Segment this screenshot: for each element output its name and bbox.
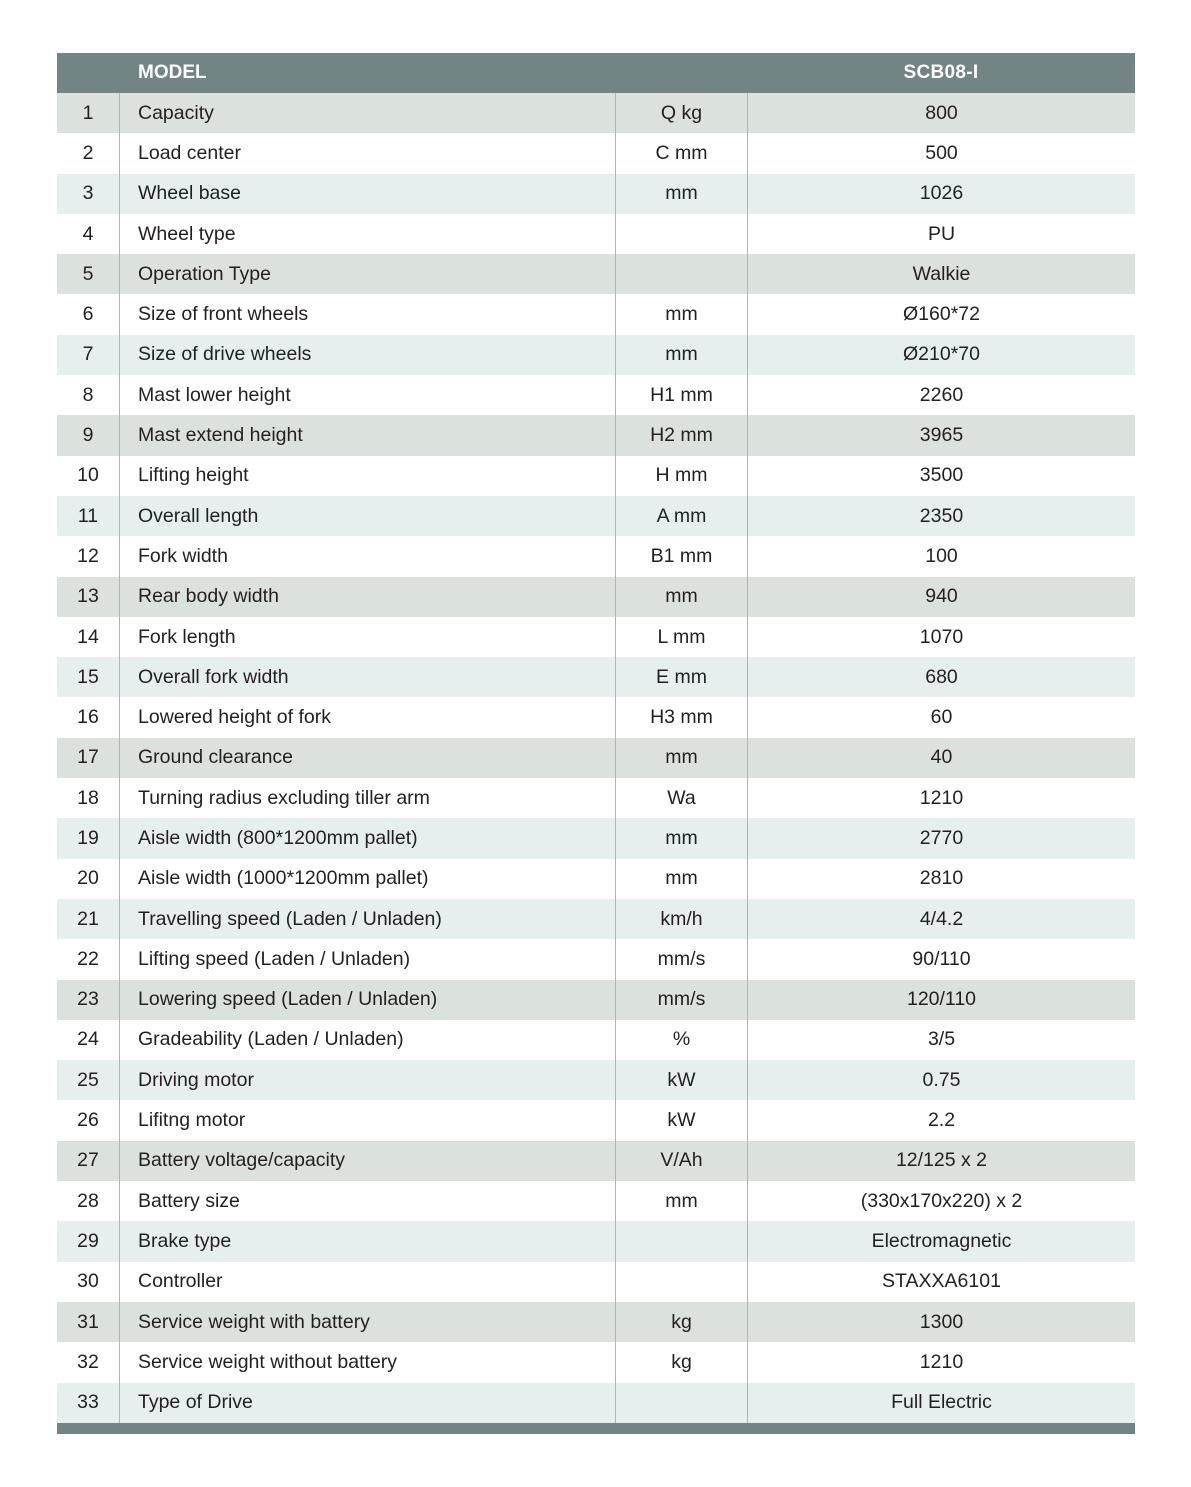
table-row — [57, 456, 1135, 496]
row-item: Operation Type — [120, 254, 616, 294]
row-number: 6 — [57, 294, 120, 334]
row-unit: H3 mm — [616, 697, 748, 737]
row-number: 26 — [57, 1100, 120, 1140]
row-unit: mm — [616, 577, 748, 617]
row-item: Mast lower height — [120, 375, 616, 415]
table-row — [57, 577, 1135, 617]
row-value: 12/125 x 2 — [895, 1149, 988, 1172]
row-value: 40 — [930, 746, 953, 769]
row-number: 28 — [57, 1181, 120, 1221]
row-item: Load center — [120, 133, 616, 173]
row-number: 29 — [57, 1221, 120, 1261]
row-number: 12 — [57, 536, 120, 576]
row-item: Lowered height of fork — [120, 697, 616, 737]
table-row — [57, 254, 1135, 294]
row-unit: C mm — [616, 133, 748, 173]
row-item: Brake type — [120, 1221, 616, 1261]
row-item: Wheel base — [120, 174, 616, 214]
row-value: 680 — [925, 665, 958, 688]
row-unit: A mm — [616, 496, 748, 536]
row-number: 16 — [57, 697, 120, 737]
table-row — [57, 1141, 1135, 1181]
row-number: 22 — [57, 939, 120, 979]
row-item: Capacity — [120, 93, 616, 133]
row-value: 1026 — [919, 182, 964, 205]
row-unit — [616, 1221, 748, 1261]
row-number: 1 — [57, 93, 120, 133]
table-row — [57, 1181, 1135, 1221]
row-unit — [616, 254, 748, 294]
table-row — [57, 1100, 1135, 1140]
row-unit — [616, 214, 748, 254]
row-value: 90/110 — [912, 947, 971, 970]
row-item: Rear body width — [120, 577, 616, 617]
row-item: Fork length — [120, 617, 616, 657]
spec-table — [57, 93, 1135, 1423]
spec-table-body — [57, 93, 1135, 1423]
row-unit: mm — [616, 818, 748, 858]
row-unit: kW — [616, 1100, 748, 1140]
table-row — [57, 1221, 1135, 1261]
row-value: (330x170x220) x 2 — [860, 1189, 1023, 1212]
row-value: Ø210*70 — [903, 343, 980, 366]
row-value: 120/110 — [906, 988, 977, 1011]
row-item: Mast extend height — [120, 415, 616, 455]
row-value: 3/5 — [927, 1028, 956, 1051]
row-number: 8 — [57, 375, 120, 415]
row-item: Battery size — [120, 1181, 616, 1221]
row-number: 21 — [57, 899, 120, 939]
row-number: 27 — [57, 1141, 120, 1181]
table-row — [57, 375, 1135, 415]
row-number: 23 — [57, 980, 120, 1020]
row-value: 100 — [925, 544, 958, 567]
row-unit: H mm — [616, 456, 748, 496]
table-row — [57, 536, 1135, 576]
row-value: 2260 — [919, 383, 964, 406]
row-item: Wheel type — [120, 214, 616, 254]
row-unit: mm — [616, 859, 748, 899]
table-row — [57, 738, 1135, 778]
row-number: 9 — [57, 415, 120, 455]
model-label: MODEL — [138, 62, 207, 83]
row-item: Ground clearance — [120, 738, 616, 778]
row-value: 3500 — [919, 464, 964, 487]
table-row — [57, 294, 1135, 334]
table-header — [57, 53, 1135, 93]
table-row — [57, 1060, 1135, 1100]
row-value: Electromagnetic — [871, 1229, 1012, 1252]
row-number: 19 — [57, 818, 120, 858]
table-row — [57, 697, 1135, 737]
row-item: Lifitng motor — [120, 1100, 616, 1140]
row-number: 18 — [57, 778, 120, 818]
row-unit: mm/s — [616, 939, 748, 979]
model-value: SCB08-I — [903, 62, 979, 83]
row-number: 24 — [57, 1020, 120, 1060]
row-item: Size of front wheels — [120, 294, 616, 334]
row-value: 2.2 — [927, 1109, 956, 1132]
table-row — [57, 1302, 1135, 1342]
row-number: 31 — [57, 1302, 120, 1342]
row-number: 4 — [57, 214, 120, 254]
table-row — [57, 859, 1135, 899]
row-number: 7 — [57, 335, 120, 375]
row-unit: mm — [616, 335, 748, 375]
row-unit: mm — [616, 738, 748, 778]
row-number: 33 — [57, 1383, 120, 1423]
row-value: STAXXA6101 — [882, 1270, 1001, 1293]
row-number: 17 — [57, 738, 120, 778]
row-item: Lifting speed (Laden / Unladen) — [120, 939, 616, 979]
row-unit: % — [616, 1020, 748, 1060]
row-item: Travelling speed (Laden / Unladen) — [120, 899, 616, 939]
row-item: Driving motor — [120, 1060, 616, 1100]
row-item: Service weight without battery — [120, 1342, 616, 1382]
row-value: 4/4.2 — [919, 907, 964, 930]
row-item: Size of drive wheels — [120, 335, 616, 375]
row-number: 5 — [57, 254, 120, 294]
row-unit: kg — [616, 1342, 748, 1382]
row-value: 800 — [925, 101, 958, 124]
row-unit: B1 mm — [616, 536, 748, 576]
spec-sheet — [57, 53, 1135, 1434]
table-row — [57, 335, 1135, 375]
row-item: Type of Drive — [120, 1383, 616, 1423]
row-value: 3965 — [919, 424, 964, 447]
table-row — [57, 214, 1135, 254]
row-value: 2350 — [919, 504, 964, 527]
row-number: 14 — [57, 617, 120, 657]
table-row — [57, 415, 1135, 455]
row-unit: mm — [616, 174, 748, 214]
row-value: 1210 — [919, 1350, 964, 1373]
row-unit: H1 mm — [616, 375, 748, 415]
row-unit: kW — [616, 1060, 748, 1100]
row-unit: kg — [616, 1302, 748, 1342]
row-unit: mm — [616, 294, 748, 334]
row-item: Gradeability (Laden / Unladen) — [120, 1020, 616, 1060]
table-row — [57, 1342, 1135, 1382]
table-row — [57, 657, 1135, 697]
row-item: Overall length — [120, 496, 616, 536]
row-item: Aisle width (800*1200mm pallet) — [120, 818, 616, 858]
row-unit: L mm — [616, 617, 748, 657]
table-row — [57, 93, 1135, 133]
row-item: Battery voltage/capacity — [120, 1141, 616, 1181]
table-row — [57, 1383, 1135, 1423]
table-row — [57, 1262, 1135, 1302]
table-footer-bar — [57, 1423, 1135, 1434]
row-value: 0.75 — [922, 1068, 961, 1091]
row-number: 30 — [57, 1262, 120, 1302]
row-unit: E mm — [616, 657, 748, 697]
table-row — [57, 174, 1135, 214]
row-unit: km/h — [616, 899, 748, 939]
table-row — [57, 899, 1135, 939]
row-number: 2 — [57, 133, 120, 173]
table-row — [57, 617, 1135, 657]
row-item: Overall fork width — [120, 657, 616, 697]
table-row — [57, 818, 1135, 858]
row-item: Turning radius excluding tiller arm — [120, 778, 616, 818]
row-unit: V/Ah — [616, 1141, 748, 1181]
row-value: 1210 — [919, 786, 964, 809]
row-value: 2810 — [919, 867, 964, 890]
row-number: 10 — [57, 456, 120, 496]
row-value: 500 — [925, 141, 958, 164]
row-unit — [616, 1262, 748, 1302]
row-unit — [616, 1383, 748, 1423]
row-number: 3 — [57, 174, 120, 214]
row-value: Ø160*72 — [903, 303, 980, 326]
table-row — [57, 1020, 1135, 1060]
row-value: PU — [927, 222, 956, 245]
row-unit: H2 mm — [616, 415, 748, 455]
row-value: 2770 — [919, 826, 964, 849]
row-unit: Q kg — [616, 93, 748, 133]
row-number: 32 — [57, 1342, 120, 1382]
row-value: Walkie — [912, 262, 971, 285]
row-item: Fork width — [120, 536, 616, 576]
row-unit: mm — [616, 1181, 748, 1221]
row-number: 20 — [57, 859, 120, 899]
row-item: Lifting height — [120, 456, 616, 496]
row-number: 15 — [57, 657, 120, 697]
row-value: 1070 — [919, 625, 964, 648]
table-row — [57, 980, 1135, 1020]
row-unit: mm/s — [616, 980, 748, 1020]
row-item: Service weight with battery — [120, 1302, 616, 1342]
row-item: Controller — [120, 1262, 616, 1302]
table-row — [57, 496, 1135, 536]
row-number: 11 — [57, 496, 120, 536]
row-value: 1300 — [919, 1310, 964, 1333]
table-row — [57, 778, 1135, 818]
table-row — [57, 939, 1135, 979]
row-item: Lowering speed (Laden / Unladen) — [120, 980, 616, 1020]
table-row — [57, 133, 1135, 173]
row-value: 940 — [925, 585, 958, 608]
row-value: Full Electric — [891, 1391, 992, 1414]
row-number: 13 — [57, 577, 120, 617]
row-value: 60 — [930, 706, 953, 729]
row-item: Aisle width (1000*1200mm pallet) — [120, 859, 616, 899]
row-number: 25 — [57, 1060, 120, 1100]
row-unit: Wa — [616, 778, 748, 818]
